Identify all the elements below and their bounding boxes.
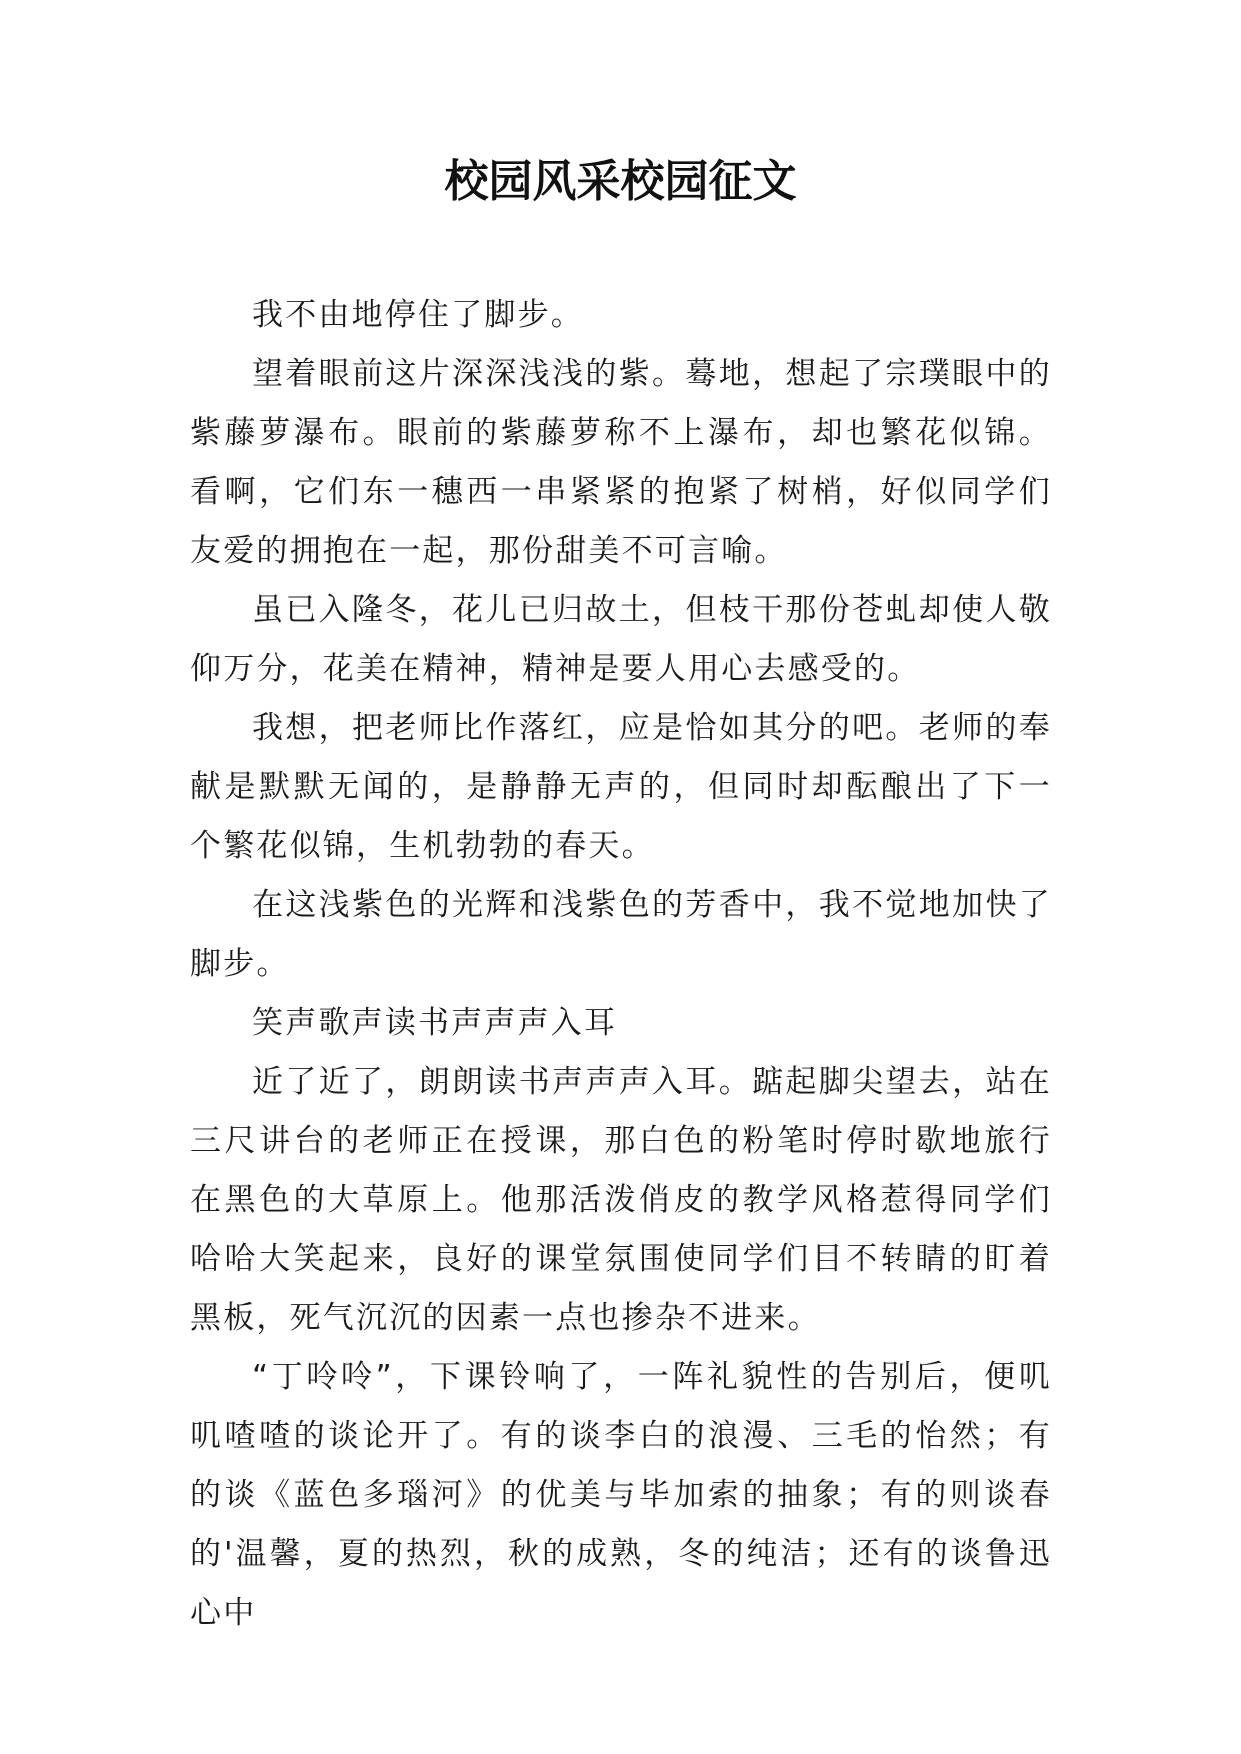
paragraph: 望着眼前这片深深浅浅的紫。蓦地，想起了宗璞眼中的紫藤萝瀑布。眼前的紫藤萝称不上瀑布，却也繁花似锦。看啊，它们东一穗西一串紧紧的抱紧了树梢，好似同学们友爱的拥抱在一起，那份甜美不可言喻。 [190,356,1052,569]
paragraph: “丁呤呤”，下课铃响了，一阵礼貌性的告别后，便叽叽喳喳的谈论开了。有的谈李白的浪漫、三毛的怡然；有的谈《蓝色多瑙河》的优美与毕加索的抽象；有的则谈春的'温馨，夏的热烈，秋的成熟，冬的纯洁；还有的谈鲁迅心中 [190,1359,1052,1631]
paragraph: 虽已入隆冬，花儿已归故土，但枝干那份苍虬却使人敬仰万分，花美在精神，精神是要人用心去感受的。 [190,592,1052,687]
paragraph: 我不由地停住了脚步。 [252,297,584,333]
document-title: 校园风采校园征文 [444,156,797,207]
paragraph: 在这浅紫色的光辉和浅紫色的芳香中，我不觉地加快了脚步。 [190,887,1052,982]
section-heading: 笑声歌声读书声声声入耳 [252,1005,618,1041]
paragraph: 我想，把老师比作落红，应是恰如其分的吧。老师的奉献是默默无闻的，是静静无声的，但同时却酝酿出了下一个繁花似锦，生机勃勃的春天。 [190,710,1052,864]
document-body [190,286,1052,1643]
paragraph: 近了近了，朗朗读书声声声入耳。踮起脚尖望去，站在三尺讲台的老师正在授课，那白色的粉笔时停时歇地旅行在黑色的大草原上。他那活泼俏皮的教学风格惹得同学们哈哈大笑起来，良好的课堂氛围使同学们目不转睛的盯着黑板，死气沉沉的因素一点也掺杂不进来。 [190,1064,1052,1336]
